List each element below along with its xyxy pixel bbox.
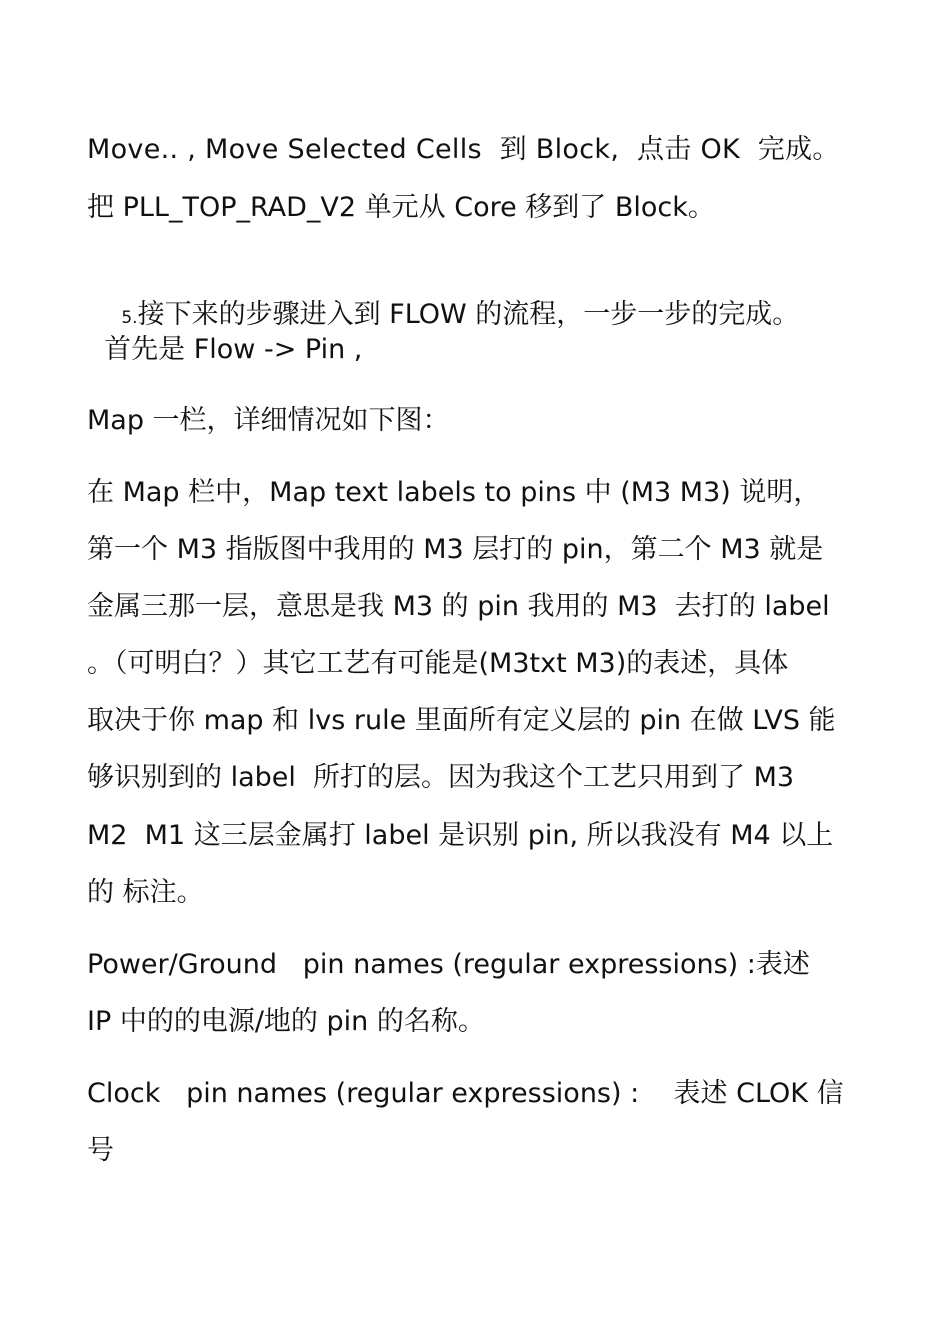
paragraph-line-2: 把 PLL_TOP_RAD_V2 单元从 Core 移到了 Block。	[87, 192, 715, 223]
clock-line-2: 号	[87, 1135, 114, 1166]
map-desc-line-3: 金属三那一层，意思是我 M3 的 pin 我用的 M3 去打的 label	[87, 591, 830, 622]
map-desc-line-4: 。（可明白？）其它工艺有可能是(M3txt M3)的表述，具体	[87, 648, 789, 679]
step-5-text: 接下来的步骤进入到 FLOW 的流程，一步一步的完成。	[137, 299, 800, 330]
step-number: 5.	[121, 308, 138, 328]
map-desc-line-5: 取决于你 map 和 lvs rule 里面所有定义层的 pin 在做 LVS 能	[87, 705, 836, 736]
map-section-line: Map 一栏，详细情况如下图：	[87, 405, 450, 436]
map-desc-line-8: 的 标注。	[87, 877, 204, 908]
map-desc-line-6: 够识别到的 label 所打的层。因为我这个工艺只用到了 M3	[87, 762, 795, 793]
power-ground-line-2: IP 中的的电源/地的 pin 的名称。	[87, 1006, 485, 1037]
map-desc-line-1: 在 Map 栏中，Map text labels to pins 中 (M3 M3) 说明，	[87, 477, 821, 508]
paragraph-line-1: Move.. , Move Selected Cells 到 Block, 点击 OK 完成。	[87, 134, 840, 165]
map-desc-line-7: M2 M1 这三层金属打 label 是识别 pin, 所以我没有 M4 以上	[87, 820, 834, 851]
clock-line-1: Clock pin names (regular expressions) : 表述 CLOK 信	[87, 1078, 844, 1109]
map-desc-line-2: 第一个 M3 指版图中我用的 M3 层打的 pin，第二个 M3 就是	[87, 534, 824, 565]
flow-pin-line: 首先是 Flow -> Pin ,	[87, 334, 363, 365]
power-ground-line-1: Power/Ground pin names (regular expressions) :表述	[87, 949, 810, 980]
